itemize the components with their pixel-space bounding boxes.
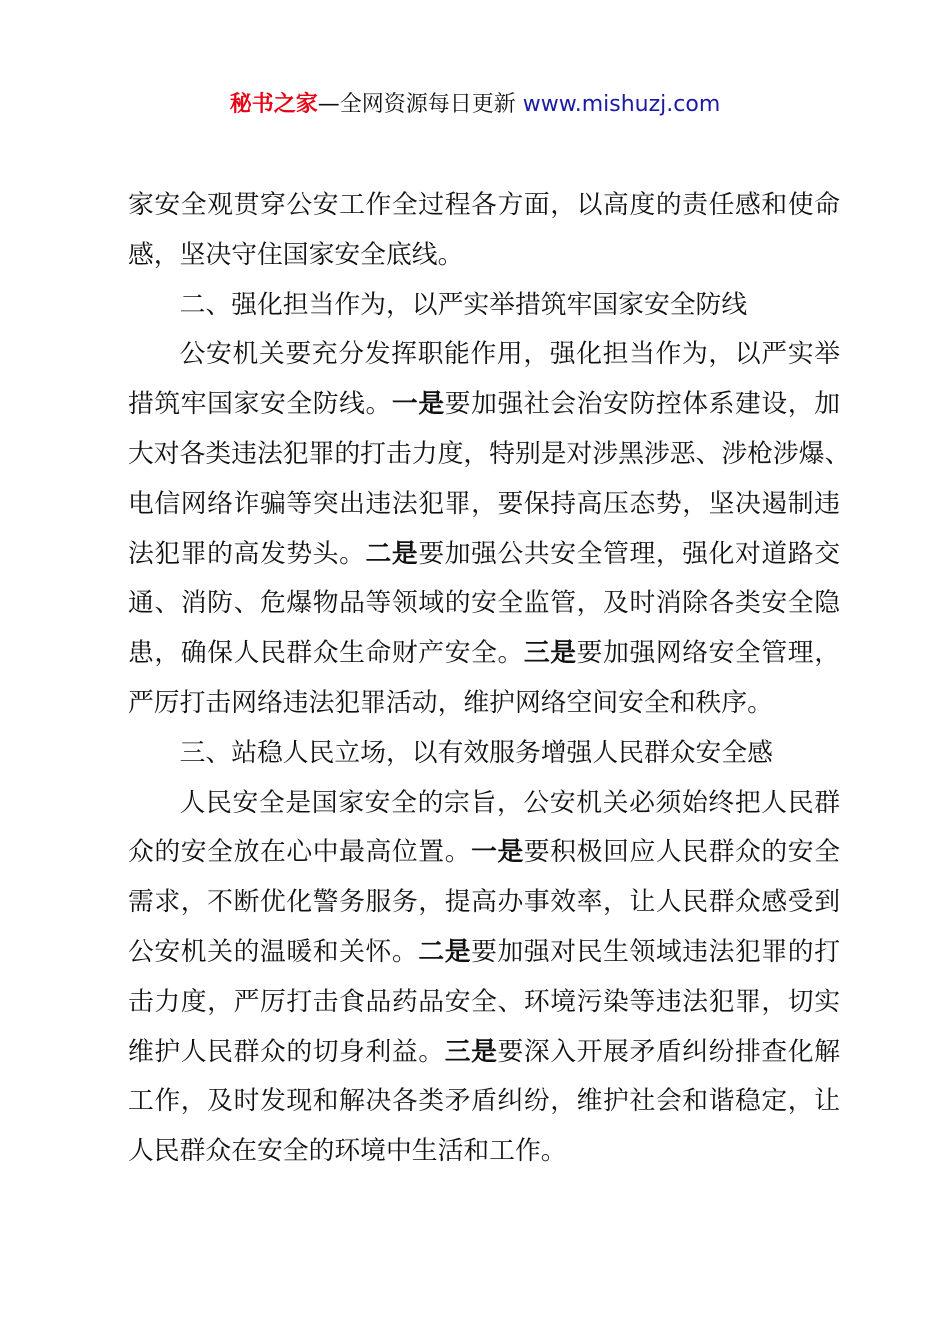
document-body (128, 181, 851, 1177)
bold-marker: 二是 (365, 538, 419, 569)
paragraph-line: 电信网络诈骗等突出违法犯罪，要保持高压态势，坚决遏制违 (128, 488, 840, 519)
paragraph-line (128, 928, 840, 978)
paragraph-line: 感，坚决守住国家安全底线。 (128, 239, 464, 270)
line-text: 众的安全放在心中最高位置。 (128, 837, 472, 868)
line-text: 公安机关的温暖和关怀。 (128, 936, 419, 967)
paragraph-line: 通、消防、危爆物品等领域的安全监管，及时消除各类安全隐 (128, 588, 840, 619)
line-text: 要深入开展矛盾纠纷排查化解 (497, 1036, 840, 1067)
section-heading: 三、站稳人民立场，以有效服务增强人民群众安全感 (179, 737, 773, 768)
site-brand: 秘书之家 (229, 92, 318, 117)
paragraph-line (128, 828, 840, 878)
paragraph-line: 大对各类违法犯罪的打击力度，特别是对涉黑涉恶、涉枪涉爆、 (128, 438, 851, 469)
bold-marker: 二是 (418, 936, 472, 967)
line-text: 维护人民群众的切身利益。 (128, 1036, 445, 1067)
section-heading: 二、强化担当作为，以严实举措筑牢国家安全防线 (179, 289, 748, 320)
bold-marker: 三是 (444, 1036, 498, 1067)
site-header (0, 88, 950, 122)
line-text: 措筑牢国家安全防线。 (128, 389, 392, 420)
site-url-link[interactable]: www.mishuzj.com (522, 92, 721, 117)
paragraph-line (128, 1028, 840, 1078)
line-text: 要加强公共安全管理，强化对道路交 (418, 538, 840, 569)
paragraph-line: 公安机关要充分发挥职能作用，强化担当作为，以严实举 (179, 339, 840, 370)
paragraph-line (128, 530, 840, 580)
bold-marker: 一是 (391, 389, 445, 420)
line-text: 要加强网络安全管理， (576, 638, 840, 669)
line-text: 要积极回应人民群众的安全 (523, 837, 840, 868)
site-slogan: —全网资源每日更新 (317, 92, 523, 117)
line-text: 法犯罪的高发势头。 (128, 538, 366, 569)
line-text: 要加强对民生领域违法犯罪的打 (471, 936, 840, 967)
line-text: 要加强社会治安防控体系建设，加 (444, 389, 840, 420)
bold-marker: 三是 (523, 638, 577, 669)
paragraph-line (128, 380, 840, 430)
line-text: 患，确保人民群众生命财产安全。 (128, 638, 524, 669)
paragraph-line: 工作，及时发现和解决各类矛盾纠纷，维护社会和谐稳定，让 (128, 1086, 840, 1117)
paragraph-line: 人民安全是国家安全的宗旨，公安机关必须始终把人民群 (179, 787, 840, 818)
paragraph-line: 家安全观贯穿公安工作全过程各方面，以高度的责任感和使命 (128, 190, 840, 220)
paragraph-line: 需求，不断优化警务服务，提高办事效率，让人民群众感受到 (128, 887, 840, 918)
paragraph-line: 人民群众在安全的环境中生活和工作。 (128, 1136, 567, 1167)
paragraph-line (128, 629, 840, 679)
paragraph-line: 击力度，严厉打击食品药品安全、环境污染等违法犯罪，切实 (128, 986, 840, 1017)
bold-marker: 一是 (471, 837, 524, 868)
paragraph-line: 严厉打击网络违法犯罪活动，维护网络空间安全和秩序。 (128, 687, 773, 718)
